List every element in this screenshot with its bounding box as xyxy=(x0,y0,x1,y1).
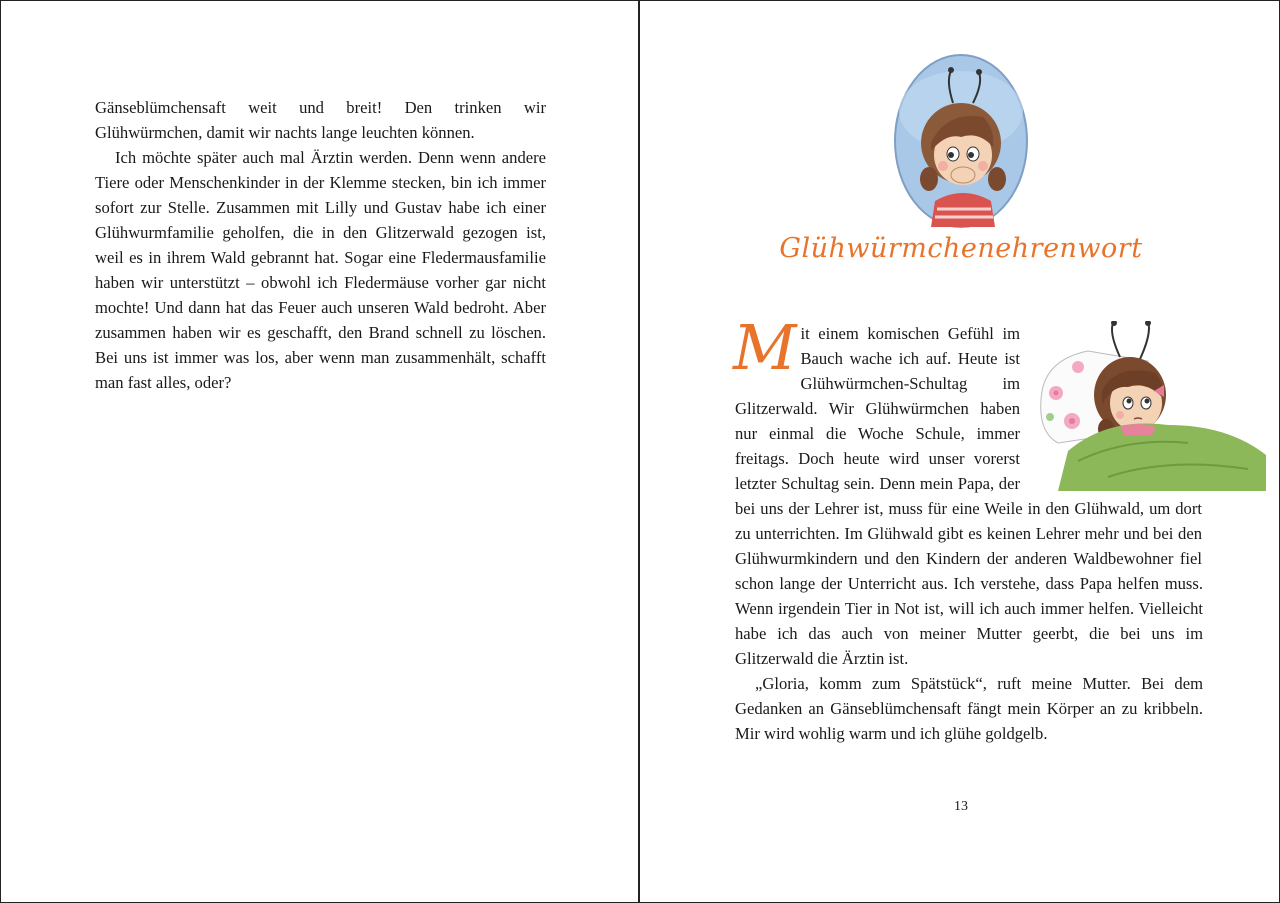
chapter-title: Glühwürmchenehrenwort xyxy=(779,233,1143,264)
left-page-text xyxy=(95,95,546,395)
drop-cap: M xyxy=(733,311,797,384)
left-page xyxy=(1,1,640,902)
firefly-girl-in-bed-illustration xyxy=(1028,321,1268,491)
left-paragraph-2: Ich möchte später auch mal Ärztin werden. Denn wenn andere Tiere oder Menschenkinder in der Klemme stecken, bin ich immer sofort zur Stelle. Zusammen mit Lilly und Gustav habe ich einer Glühwurmfamilie geholfen, die in den Glitzerwald gezogen ist, weil es in ihrem Wald gebrannt hat. Sogar eine Fledermausfamilie haben wir unterstützt – obwohl ich Fledermäuse vorher gar nicht mochte! Und dann hat das Feuer auch unseren Wald bedroht. Aber zusammen haben wir es geschafft, den Brand schnell zu löschen. Bei uns ist immer was los, aber wenn man zusammenhält, schafft man fast alles, oder? xyxy=(95,148,546,392)
page-number: 13 xyxy=(954,799,968,814)
right-page-text xyxy=(733,311,1203,746)
left-paragraph-1: Gänseblümchensaft weit und breit! Den trinken wir Glühwürmchen, damit wir nachts lange leuchten können. xyxy=(95,98,546,142)
right-paragraph-2: „Gloria, komm zum Spätstück“, ruft meine Mutter. Bei dem Gedanken an Gänseblümchensaft fängt mein Körper an zu kribbeln. Mir wird wohlig warm und ich glühe goldgelb. xyxy=(735,674,1203,743)
firefly-girl-portrait-illustration xyxy=(891,51,1031,231)
right-paragraph-1: it einem komischen Gefühl im Bauch wache ich auf. Heute ist Glühwürmchen-Schultag im Glitzerwald. Wir Glühwürmchen haben nur einmal die Woche Schule, immer freitags. Doch heute wird unser vorerst letzter Schultag sein. Denn mein Papa, der bei uns der Lehrer ist, muss für eine Weile in den Glühwald, um dort zu unterrichten. Im Glühwald gibt es keinen Lehrer mehr und bei den Glühwurmkindern und den Kindern der anderen Waldbewohner fiel schon lange der Unterricht aus. Ich verstehe, dass Papa helfen muss. Wenn irgendein Tier in Not ist, will ich auch immer helfen. Vielleicht habe ich das auch von meiner Mutter geerbt, die bei uns im Glitzerwald die Ärztin ist. xyxy=(735,324,1203,668)
right-page xyxy=(641,1,1279,902)
